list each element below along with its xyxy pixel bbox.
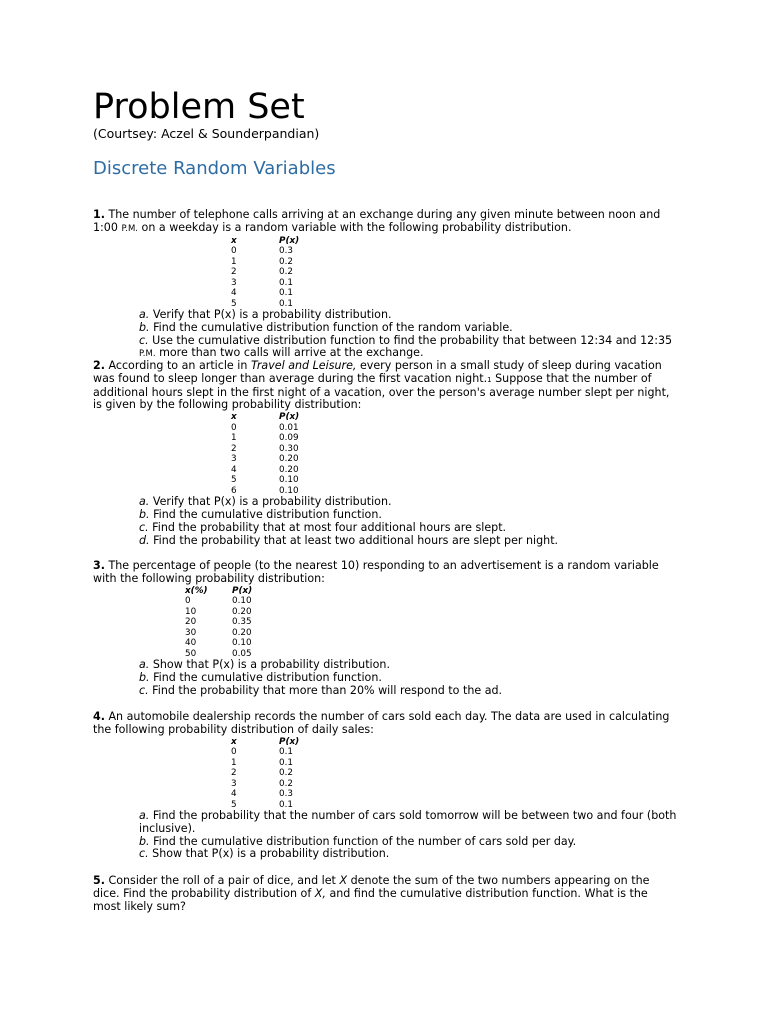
- part-item: c. Use the cumulative distribution function to find the probability that between 12:34 and 12:35 P.M. more than two calls will arrive at the exchange.: [139, 333, 673, 360]
- table-row: 50 0.05: [185, 648, 252, 659]
- part-item: c. Show that P(x) is a probability distribution.: [139, 847, 390, 861]
- table-row: 4 0.3: [231, 789, 293, 800]
- table-row: 30 0.20: [185, 627, 252, 638]
- table-row: 5 0.10: [231, 475, 299, 486]
- problem-parts: [139, 810, 678, 861]
- footnote-marker: 1: [487, 375, 492, 384]
- page-title: Problem Set: [93, 87, 305, 127]
- problem-3: [93, 560, 678, 697]
- table-row: 3 0.1: [231, 277, 293, 288]
- table-row: 1 0.2: [231, 256, 293, 267]
- probability-table: x P(x) 0 0.3 1 0.2 2 0.2 3 0.1 4 0.1 5 0.1: [231, 235, 300, 309]
- part-item: c. Find the probability that at most four additional hours are slept.: [139, 520, 507, 534]
- table-row: 0 0.01: [231, 422, 299, 433]
- problem-statement: 2. According to an article in Travel and Leisure, every person in a small study of sleep during vacation was found to sleep longer than average during the first vacation night.1 Suppose that the number of additional hours slept in the first night of a vacation, over the person's average number slept per night, is given by the following probability distribution:: [93, 359, 670, 412]
- part-item: b. Find the cumulative distribution function of the number of cars sold per day.: [139, 834, 577, 848]
- table-row: 0 0.1: [231, 747, 293, 758]
- page-subtitle: (Courtsey: Aczel & Sounderpandian): [93, 126, 320, 141]
- part-item: a. Verify that P(x) is a probability distribution.: [139, 495, 392, 509]
- probability-table: x P(x) 0 0.1 1 0.1 2 0.2 3 0.2 4 0.3 5 0.1: [231, 736, 300, 810]
- part-item: a. Verify that P(x) is a probability distribution.: [139, 308, 392, 322]
- table-row: 4 0.1: [231, 288, 293, 299]
- part-item: a. Show that P(x) is a probability distribution.: [139, 658, 390, 672]
- problem-statement: 5. Consider the roll of a pair of dice, and let X denote the sum of the two numbers appearing on the dice. Find the probability distribution of X, and find the cumulative distribution function. What is the most likely sum?: [93, 874, 650, 913]
- table-row: 2 0.30: [231, 443, 299, 454]
- problem-2: [93, 360, 678, 547]
- table-row: 1 0.09: [231, 433, 299, 444]
- table-row: 6 0.10: [231, 485, 299, 496]
- part-item: b. Find the cumulative distribution function.: [139, 670, 382, 684]
- problem-statement: 4. An automobile dealership records the number of cars sold each day. The data are used in calculating the following probability distribution of daily sales:: [93, 710, 670, 736]
- table-row: 4 0.20: [231, 464, 299, 475]
- part-item: b. Find the cumulative distribution function of the random variable.: [139, 320, 513, 334]
- table-row: 3 0.20: [231, 454, 299, 465]
- table-row: 10 0.20: [185, 606, 252, 617]
- table-row: 2 0.2: [231, 267, 293, 278]
- part-item: d. Find the probability that at least two additional hours are slept per night.: [139, 533, 559, 547]
- table-row: 5 0.1: [231, 799, 293, 810]
- problem-1: [93, 209, 678, 361]
- section-heading: Discrete Random Variables: [93, 158, 336, 179]
- problem-5: [93, 875, 678, 913]
- part-item: b. Find the cumulative distribution function.: [139, 507, 382, 521]
- problem-parts: [139, 309, 678, 361]
- table-row: 40 0.10: [185, 638, 252, 649]
- problem-parts: [139, 659, 678, 697]
- problem-parts: [139, 496, 678, 547]
- table-row: 5 0.1: [231, 298, 293, 309]
- table-row: 20 0.35: [185, 617, 252, 628]
- problem-4: [93, 711, 678, 861]
- table-row: 3 0.2: [231, 778, 293, 789]
- table-row: 1 0.1: [231, 757, 293, 768]
- table-row: 2 0.2: [231, 768, 293, 779]
- table-row: 0 0.3: [231, 246, 293, 257]
- problem-statement: 1. The number of telephone calls arriving at an exchange during any given minute between noon and 1:00 P.M. on a weekday is a random variable with the following probability distribution.: [93, 208, 661, 234]
- problem-statement: 3. The percentage of people (to the nearest 10) responding to an advertisement is a random variable with the following probability distribution:: [93, 559, 659, 585]
- table-row: 0 0.10: [185, 596, 252, 607]
- probability-table: x P(x) 0 0.01 1 0.09 2 0.30 3 0.20 4 0.20 5 0.10 6 0.10: [231, 412, 300, 496]
- probability-table: x(%) P(x) 0 0.10 10 0.20 20 0.35 30 0.20 40 0.10 50 0.05: [185, 585, 253, 659]
- part-item: a. Find the probability that the number of cars sold tomorrow will be between two and four (both inclusive).: [139, 809, 677, 835]
- part-item: c. Find the probability that more than 20% will respond to the ad.: [139, 683, 503, 697]
